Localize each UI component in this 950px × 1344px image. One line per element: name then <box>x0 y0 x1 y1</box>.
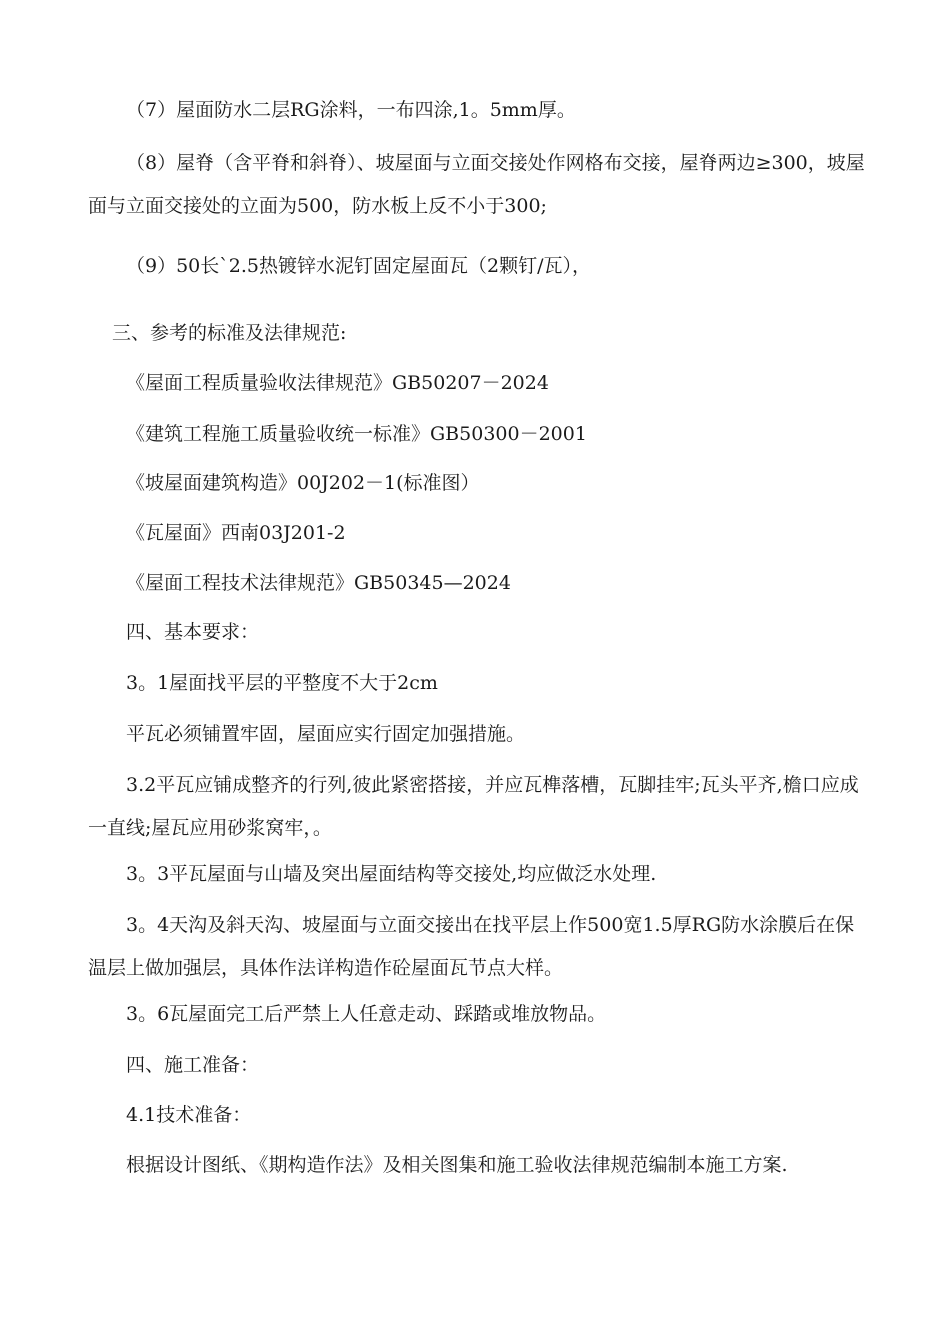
requirement-3-1: 3。1屋面找平层的平整度不大于2cm <box>126 672 438 694</box>
requirement-3-4: 3。4天沟及斜天沟、坡屋面与立面交接出在找平层上作500宽1.5厚RG防水涂膜后在保温层上做加强层，具体作法详构造作砼屋面瓦节点大样。 <box>88 914 855 979</box>
paragraph-9: （9）50长`2.5热镀锌水泥钉固定屋面瓦（2颗钉/瓦）， <box>126 255 591 277</box>
requirement-3-2: 3.2平瓦应铺成整齐的行列,彼此紧密搭接，并应瓦榫落槽，瓦脚挂牢;瓦头平齐,檐口应成一直线;屋瓦应用砂浆窝牢，。 <box>88 774 859 839</box>
requirement-3-6: 3。6瓦屋面完工后严禁上人任意走动、踩踏或堆放物品。 <box>126 1003 607 1025</box>
standard-item-2: 《建筑工程施工质量验收统一标准》GB50300－2001 <box>126 423 587 445</box>
standard-item-5: 《屋面工程技术法律规范》GB50345—2024 <box>126 572 511 594</box>
requirement-tile-fixing: 平瓦必须铺置牢固，屋面应实行固定加强措施。 <box>126 723 526 745</box>
section-heading-basic-requirements: 四、基本要求： <box>126 621 260 643</box>
requirement-3-3: 3。3平瓦屋面与山墙及突出屋面结构等交接处,均应做泛水处理. <box>126 863 657 885</box>
standard-item-4: 《瓦屋面》西南03J201-2 <box>126 522 346 544</box>
paragraph-8: （8）屋脊（含平脊和斜脊）、坡屋面与立面交接处作网格布交接，屋脊两边≥300，坡屋面与立面交接处的立面为500，防水板上反不小于300; <box>88 152 865 217</box>
section-heading-standards: 三、参考的标准及法律规范: <box>112 322 347 344</box>
paragraph-7: （7）屋面防水二层RG涂料，一布四涂,1。5mm厚。 <box>126 99 576 121</box>
standard-item-1: 《屋面工程质量验收法律规范》GB50207－2024 <box>126 372 549 394</box>
standard-item-3: 《坡屋面建筑构造》00J202－1(标准图） <box>126 472 480 494</box>
preparation-paragraph: 根据设计图纸、《期构造作法》及相关图集和施工验收法律规范编制本施工方案. <box>126 1154 788 1176</box>
section-heading-preparation: 四、施工准备： <box>126 1054 260 1076</box>
subsection-4-1: 4.1技术准备： <box>126 1104 252 1126</box>
